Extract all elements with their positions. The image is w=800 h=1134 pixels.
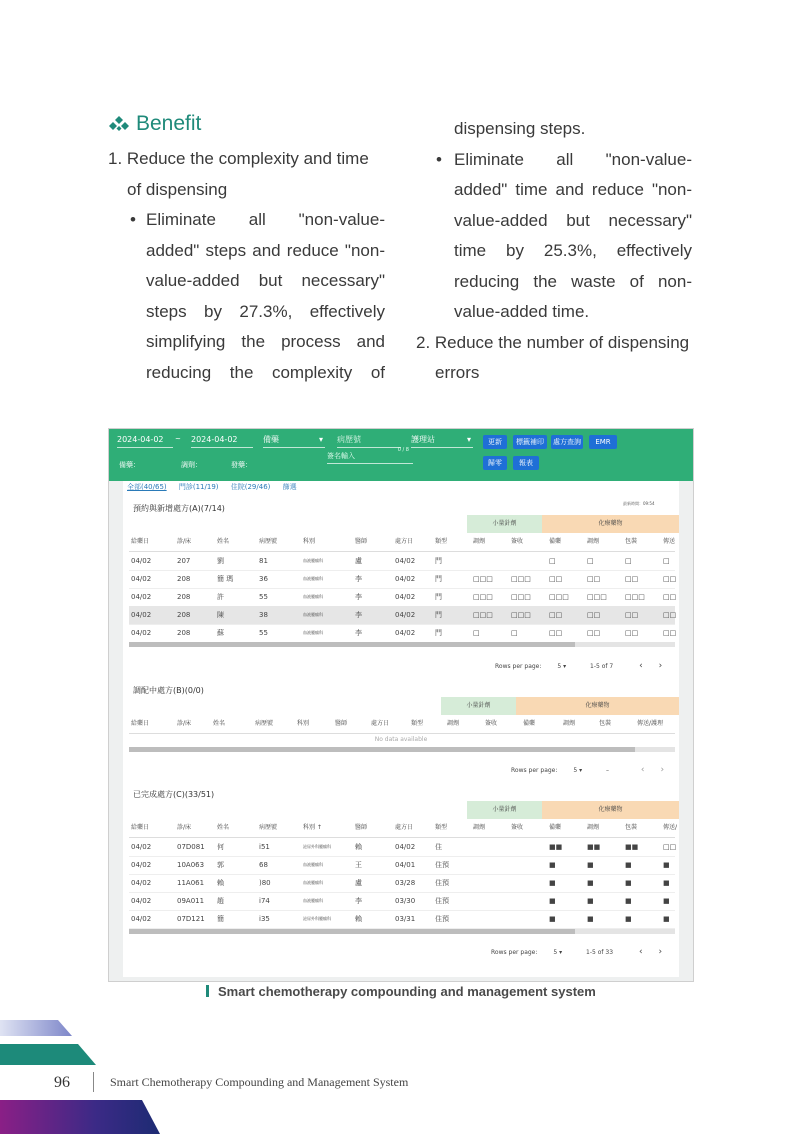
table-cell: 11A061: [177, 879, 205, 887]
table-cell: 04/02: [131, 843, 152, 851]
table-cell: 10A063: [177, 861, 205, 869]
signature-input[interactable]: 簽名輸入 0 / 8: [327, 449, 413, 464]
horizontal-scrollbar[interactable]: [129, 929, 675, 934]
table-row[interactable]: [129, 606, 675, 625]
section-c-title: 已完成處方(C)(33/51): [133, 790, 215, 799]
table-cell: 住預: [435, 897, 449, 905]
item-1-line-2: of dispensing: [127, 179, 228, 199]
column-header[interactable]: 處方日: [395, 824, 414, 831]
table-cell[interactable]: □□□: [511, 611, 531, 619]
table-cell: 血液腫瘤科: [303, 558, 323, 563]
table-cell[interactable]: ■: [587, 915, 594, 923]
table-cell: 血液腫瘤科: [303, 576, 323, 581]
footer-divider: [93, 1072, 94, 1092]
tab-bar: [127, 482, 307, 492]
table-cell[interactable]: ■: [549, 879, 556, 887]
table-header: [129, 715, 675, 734]
table-cell: 207: [177, 557, 191, 565]
table-cell: 泌尿外科腫瘤科: [303, 916, 331, 921]
table-cell: 04/02: [395, 593, 416, 601]
diamond-cluster-icon: [108, 115, 130, 133]
table-cell: 血液腫瘤科: [303, 898, 323, 903]
bullet-dot: •: [436, 149, 442, 169]
table-cell[interactable]: □□□: [473, 593, 493, 601]
issue-label: 發藥：: [231, 461, 252, 469]
date-to-field[interactable]: 2024-04-02: [191, 433, 253, 448]
column-header[interactable]: 處方日: [371, 720, 390, 727]
table-cell: 04/02: [131, 861, 152, 869]
table-cell[interactable]: ■■: [549, 843, 563, 851]
table-cell: 09A011: [177, 897, 205, 905]
table-cell[interactable]: □: [549, 557, 556, 565]
table-cell[interactable]: □□□: [587, 593, 607, 601]
table-cell[interactable]: ■: [663, 897, 670, 905]
table-cell[interactable]: □: [625, 557, 632, 565]
table-cell: 04/02: [395, 843, 416, 851]
column-header[interactable]: 科別 ↑: [303, 824, 322, 831]
table-cell: 王: [355, 861, 362, 869]
group-small-injection: 小量針劑: [441, 697, 516, 715]
pagination-c: [491, 947, 662, 957]
column-header[interactable]: 醫師: [335, 720, 348, 727]
item-1-line-1: 1. Reduce the complexity and time: [108, 149, 369, 168]
item-2-line-2: errors: [435, 363, 480, 382]
column-header[interactable]: 病歷號: [255, 720, 274, 727]
table-cell: 07D081: [177, 843, 205, 851]
table-row[interactable]: [129, 552, 675, 571]
bullet-1-line: • Eliminate all "non-value-: [108, 205, 385, 236]
table-cell: 血液腫瘤科: [303, 594, 323, 599]
caption-bar: [206, 985, 209, 997]
bullet-dot: •: [130, 210, 136, 229]
table-row[interactable]: [129, 570, 675, 589]
table-cell: 住預: [435, 861, 449, 869]
column-header[interactable]: 調劑: [563, 720, 576, 727]
table-cell: 賴: [217, 879, 224, 887]
table-cell[interactable]: □□: [549, 629, 563, 637]
column-header[interactable]: 傳送/護理: [637, 720, 664, 727]
right-text-column: [416, 114, 692, 389]
left-text-column: [108, 144, 385, 388]
table-cell[interactable]: □□: [663, 593, 677, 601]
bullet-2-line: value-added but necessary": [454, 210, 692, 230]
station-select[interactable]: 護理站 ▾: [411, 433, 473, 448]
table-cell[interactable]: ■: [663, 915, 670, 923]
group-chemo-drugs: 化療藥物: [542, 515, 679, 533]
table-cell: 208: [177, 629, 191, 637]
column-header[interactable]: 簽收: [485, 720, 498, 727]
no-data-message: No data available: [374, 736, 428, 743]
table-cell[interactable]: □□□: [511, 575, 531, 583]
table-cell: 李: [355, 611, 362, 619]
column-header[interactable]: 調劑: [473, 824, 486, 831]
tab-outpatient[interactable]: 門診(11/19): [178, 483, 219, 491]
table-cell[interactable]: □□: [663, 629, 677, 637]
prescription-query-button[interactable]: 處方查詢: [551, 435, 583, 449]
table-cell: 81: [259, 557, 268, 565]
bullet-2-line: • Eliminate all "non-value-: [416, 145, 692, 176]
column-header[interactable]: 備藥: [549, 824, 562, 831]
table-cell: 07D121: [177, 915, 205, 923]
table-cell[interactable]: ■: [587, 861, 594, 869]
table-row[interactable]: [129, 624, 675, 643]
page-number: 96: [54, 1074, 70, 1091]
table-cell: 住: [435, 843, 442, 851]
table-cell[interactable]: □□: [663, 843, 677, 851]
figure-caption: [206, 984, 596, 999]
bullet-1-line: added" steps and reduce "non-: [146, 240, 385, 260]
category-select[interactable]: 備藥 ▾: [263, 433, 325, 448]
column-header[interactable]: 包裝: [625, 824, 638, 831]
column-header[interactable]: 包裝: [625, 538, 638, 545]
caret-down-icon: ▾: [466, 435, 471, 444]
column-header[interactable]: 給藥日: [131, 824, 150, 831]
table-cell: 04/02: [131, 915, 152, 923]
table-cell: 何: [217, 843, 224, 851]
page-range: 1-5 of 7: [590, 663, 614, 670]
table-cell: 04/02: [395, 575, 416, 583]
table-cell: 38: [259, 611, 268, 619]
bullet-2-line: time by 25.3%, effectively: [454, 241, 692, 260]
table-cell[interactable]: □□: [587, 575, 601, 583]
table-cell: 04/02: [131, 557, 152, 565]
section-a-title: 預約與新增處方(A)(7/14): [133, 504, 225, 513]
table-row[interactable]: [129, 588, 675, 607]
benefit-heading-text: Benefit: [136, 112, 202, 135]
table-cell: 血液腫瘤科: [303, 862, 323, 867]
page-range: –: [606, 767, 609, 774]
date-from-field[interactable]: 2024-04-02: [117, 433, 173, 448]
table-header: [129, 533, 675, 552]
column-header[interactable]: 病歷號: [259, 824, 278, 831]
table-cell[interactable]: □□□: [473, 611, 493, 619]
table-cell: 李: [355, 593, 362, 601]
table-cell: 04/02: [131, 879, 152, 887]
update-time: 最新時間：09:54: [623, 501, 655, 506]
column-header[interactable]: 調劑: [587, 824, 600, 831]
table-cell[interactable]: ■■: [587, 843, 601, 851]
table-cell: 蘇: [217, 629, 224, 637]
table-cell: 36: [259, 575, 268, 583]
table-cell[interactable]: ■■: [625, 843, 639, 851]
bullet-1-line: simplifying the process and: [146, 332, 385, 351]
table-cell: 04/02: [395, 629, 416, 637]
column-header[interactable]: 處方日: [395, 538, 414, 545]
column-header[interactable]: 給藥日: [131, 720, 150, 727]
column-header[interactable]: 診/床: [177, 538, 192, 545]
table-cell[interactable]: □□□: [511, 593, 531, 601]
table-cell: 04/02: [131, 593, 152, 601]
pagination-a: [495, 661, 662, 671]
dispense-label: 調劑：: [181, 461, 202, 469]
column-header[interactable]: 簽收: [511, 538, 524, 545]
bullet-1-line: reducing the complexity of: [146, 362, 385, 382]
table-cell[interactable]: ■: [549, 915, 556, 923]
rows-per-page-label: Rows per page:: [495, 663, 542, 670]
table-cell[interactable]: ■: [625, 897, 632, 905]
table-cell: 簡: [217, 915, 224, 923]
table-cell: 李: [355, 897, 362, 905]
reset-button[interactable]: 歸零: [483, 456, 507, 470]
group-small-injection: 小量針劑: [467, 801, 542, 819]
column-header[interactable]: 科別: [303, 538, 316, 545]
table-cell: 門: [435, 593, 442, 601]
rows-per-page-label: Rows per page:: [491, 949, 538, 956]
table-cell: 住預: [435, 879, 449, 887]
page-range: 1-5 of 33: [586, 949, 614, 956]
table-cell: 盧: [355, 879, 362, 887]
column-header[interactable]: 傳送/: [663, 824, 678, 831]
table-cell: 血液腫瘤科: [303, 880, 323, 885]
table-cell: 劉: [217, 557, 224, 565]
table-cell: 04/01: [395, 861, 416, 869]
table-cell[interactable]: ■: [587, 897, 594, 905]
table-cell: 賴: [355, 843, 362, 851]
tab-inpatient[interactable]: 住院(29/46): [230, 483, 271, 491]
refresh-button[interactable]: 更新: [483, 435, 507, 449]
table-cell: 03/31: [395, 915, 416, 923]
column-header[interactable]: 備藥: [549, 538, 562, 545]
table-cell: 李: [355, 629, 362, 637]
rows-per-page-select[interactable]: 5 ▾: [573, 767, 583, 774]
table-row[interactable]: [129, 874, 675, 893]
corner-decoration-top: [0, 0, 130, 60]
table-row[interactable]: [129, 856, 675, 875]
table-cell[interactable]: ■: [663, 861, 670, 869]
table-cell[interactable]: □□: [549, 611, 563, 619]
table-cell: i74: [259, 897, 270, 905]
table-cell[interactable]: ■: [549, 861, 556, 869]
table-cell: 55: [259, 629, 268, 637]
table-cell: 04/02: [131, 897, 152, 905]
table-cell: i35: [259, 915, 270, 923]
table-cell[interactable]: □□: [625, 575, 639, 583]
table-cell[interactable]: ■: [587, 879, 594, 887]
date-separator: ~: [175, 435, 181, 443]
bullet-1-line: steps by 27.3%, effectively: [146, 301, 385, 321]
table-cell: 04/02: [395, 611, 416, 619]
bullet-2-line: reducing the waste of non-: [454, 271, 692, 291]
table-row[interactable]: [129, 910, 675, 929]
table-cell: 55: [259, 593, 268, 601]
app-toolbar: [109, 429, 693, 481]
tab-filter[interactable]: 篩選: [282, 483, 297, 491]
column-header[interactable]: 類型: [435, 538, 448, 545]
table-cell[interactable]: □□: [587, 611, 601, 619]
group-small-injection: 小量針劑: [467, 515, 542, 533]
table-cell: 住預: [435, 915, 449, 923]
table-cell[interactable]: ■: [625, 915, 632, 923]
column-header[interactable]: 調劑: [473, 538, 486, 545]
column-header[interactable]: 醫師: [355, 538, 368, 545]
prev-page-icon[interactable]: ‹: [638, 947, 643, 957]
column-header[interactable]: 病歷號: [259, 538, 278, 545]
emr-button[interactable]: EMR: [589, 435, 617, 449]
table-cell: 簡 瑪: [217, 575, 234, 583]
table-cell[interactable]: □: [587, 557, 594, 565]
prev-page-icon[interactable]: ‹: [640, 765, 645, 775]
table-cell: )80: [259, 879, 271, 887]
item-2-line-1: 2. Reduce the number of dispensing: [416, 332, 690, 352]
table-cell: 血液腫瘤科: [303, 630, 323, 635]
bullet-1-cont: dispensing steps.: [454, 119, 586, 138]
column-header[interactable]: 包裝: [599, 720, 612, 727]
table-cell: 盧: [355, 557, 362, 565]
section-b-title: 調配中處方(B)(0/0): [133, 686, 204, 695]
table-cell[interactable]: □□: [625, 629, 639, 637]
table-cell: 趙: [217, 897, 224, 905]
table-header: [129, 819, 678, 838]
app-screenshot: [108, 428, 694, 982]
horizontal-scrollbar[interactable]: [129, 642, 675, 647]
column-header[interactable]: 姓名: [217, 824, 230, 831]
table-cell[interactable]: □□: [663, 611, 677, 619]
reprint-label-button[interactable]: 標籤補印: [513, 435, 547, 449]
table-cell: 208: [177, 593, 191, 601]
table-cell[interactable]: □: [663, 557, 670, 565]
benefit-heading: [108, 112, 201, 136]
prev-page-icon[interactable]: ‹: [639, 661, 643, 671]
table-cell: 門: [435, 629, 442, 637]
column-header[interactable]: 科別: [297, 720, 310, 727]
table-cell: 208: [177, 611, 191, 619]
table-cell[interactable]: ■: [625, 861, 632, 869]
column-header[interactable]: 傳送: [663, 538, 676, 545]
table-cell: 208: [177, 575, 191, 583]
footer-title: Smart Chemotherapy Compounding and Management System: [110, 1075, 409, 1089]
table-cell[interactable]: □: [511, 629, 518, 637]
table-cell: 04/02: [131, 629, 152, 637]
table-cell[interactable]: □□: [587, 629, 601, 637]
table-cell: 泌尿外科腫瘤科: [303, 844, 331, 849]
table-cell: 03/28: [395, 879, 416, 887]
pagination-b: [511, 765, 664, 775]
column-header[interactable]: 醫師: [355, 824, 368, 831]
column-header[interactable]: 診/床: [177, 824, 192, 831]
table-cell: 04/02: [395, 557, 416, 565]
table-cell: 門: [435, 611, 442, 619]
rows-per-page-select[interactable]: 5 ▾: [553, 949, 563, 956]
prep-label: 備藥：: [119, 461, 140, 469]
table-cell: 許: [217, 593, 224, 601]
table-cell[interactable]: ■: [625, 879, 632, 887]
column-header[interactable]: 簽收: [511, 824, 524, 831]
bullet-2-line: value-added time.: [454, 302, 590, 321]
table-cell[interactable]: ■: [663, 879, 670, 887]
column-header[interactable]: 備藥: [523, 720, 536, 727]
table-cell[interactable]: □□□: [549, 593, 569, 601]
table-row[interactable]: [129, 838, 675, 857]
table-cell: 郭: [217, 861, 224, 869]
column-header[interactable]: 調劑: [587, 538, 600, 545]
rows-per-page-select[interactable]: 5 ▾: [557, 663, 567, 670]
tab-all[interactable]: 全部(40/65): [127, 483, 167, 491]
group-chemo-drugs: 化療藥物: [516, 697, 679, 715]
column-header[interactable]: 類型: [411, 720, 424, 727]
table-cell[interactable]: □□: [663, 575, 677, 583]
rows-per-page-label: Rows per page:: [511, 767, 558, 774]
table-row[interactable]: [129, 892, 675, 911]
table-cell: 04/02: [131, 611, 152, 619]
table-cell: 李: [355, 575, 362, 583]
table-cell[interactable]: □□□: [473, 575, 493, 583]
table-cell: 04/02: [131, 575, 152, 583]
report-button[interactable]: 報表: [513, 456, 539, 470]
horizontal-scrollbar[interactable]: [129, 747, 675, 752]
caret-down-icon: ▾: [318, 435, 323, 444]
table-cell[interactable]: □□: [625, 611, 639, 619]
table-cell[interactable]: □□□: [625, 593, 645, 601]
table-cell: 賴: [355, 915, 362, 923]
next-page-icon[interactable]: ›: [658, 661, 663, 671]
table-cell: 03/30: [395, 897, 416, 905]
column-header[interactable]: 給藥日: [131, 538, 150, 545]
group-chemo-drugs: 化療藥物: [542, 801, 679, 819]
column-header[interactable]: 診/床: [177, 720, 192, 727]
signature-counter: 0 / 8: [397, 447, 409, 453]
caption-text: Smart chemotherapy compounding and management system: [218, 984, 596, 999]
table-cell[interactable]: □: [473, 629, 480, 637]
bullet-2-line: added" time and reduce "non-: [454, 180, 692, 199]
table-cell[interactable]: □□: [549, 575, 563, 583]
table-cell: 門: [435, 575, 442, 583]
chart-number-input[interactable]: 病歷號: [337, 433, 401, 448]
column-header[interactable]: 調劑: [447, 720, 460, 727]
column-header[interactable]: 姓名: [213, 720, 226, 727]
table-cell[interactable]: ■: [549, 897, 556, 905]
column-header[interactable]: 類型: [435, 824, 448, 831]
table-cell: 門: [435, 557, 442, 565]
table-cell: i51: [259, 843, 270, 851]
bullet-1-line: value-added but necessary": [146, 271, 385, 290]
next-page-icon[interactable]: ›: [658, 947, 663, 957]
column-header[interactable]: 姓名: [217, 538, 230, 545]
table-cell: 68: [259, 861, 268, 869]
table-cell: 陳: [217, 611, 224, 619]
table-cell: 血液腫瘤科: [303, 612, 323, 617]
next-page-icon[interactable]: ›: [660, 765, 665, 775]
main-card: [123, 481, 679, 977]
